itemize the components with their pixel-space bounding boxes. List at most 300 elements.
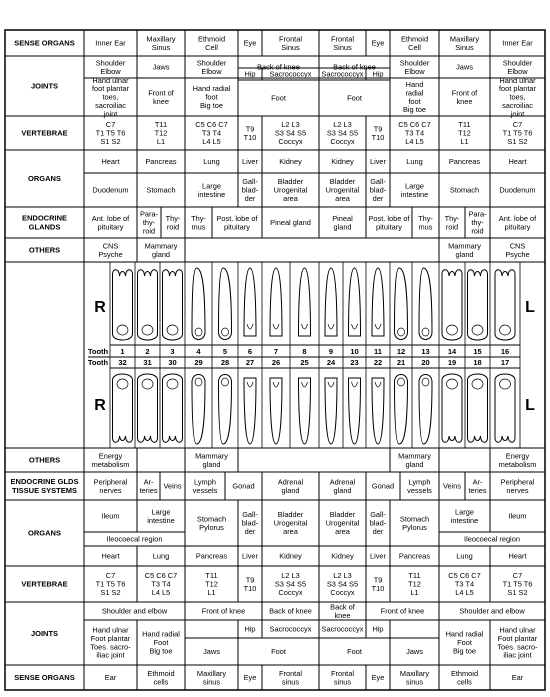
cell-text: Shoulder bbox=[196, 58, 227, 68]
row-label-vertebrae: VERTEBRAE bbox=[21, 128, 68, 138]
cell-text: Hand ulnar bbox=[92, 75, 129, 85]
cell-text: C7 bbox=[512, 571, 523, 581]
cell-text: Pancreas bbox=[398, 551, 431, 561]
cell-text: L1 bbox=[410, 588, 419, 597]
cell-text: Large bbox=[455, 507, 474, 517]
side-label-right-lower: R bbox=[94, 397, 106, 414]
tooth-number-upper: 9 bbox=[328, 347, 334, 356]
cell-text: iliac joint bbox=[503, 650, 532, 660]
tooth-number-lower: 24 bbox=[326, 358, 336, 367]
cell-text: Stomach bbox=[146, 185, 176, 195]
cell-text: Mammary bbox=[195, 451, 228, 461]
cell-text: Lung bbox=[203, 157, 220, 167]
cell-text: T1 T5 T6 bbox=[502, 128, 533, 138]
cell-text: roid bbox=[142, 226, 156, 236]
tooth-number-lower: 20 bbox=[421, 358, 430, 367]
cell-text: Eye bbox=[371, 673, 385, 683]
cell-text: Veins bbox=[442, 481, 462, 491]
incisor-tooth bbox=[349, 378, 361, 444]
cell-text: vessels bbox=[192, 485, 218, 495]
cell-text: Peripheral bbox=[93, 477, 128, 487]
cell-text: foot bbox=[205, 92, 218, 102]
cell-text: sacroiliac bbox=[502, 101, 533, 110]
cell-text: S1 S2 bbox=[507, 588, 528, 597]
cell-text: pituitary bbox=[224, 222, 250, 232]
cell-text: Adrenal bbox=[329, 477, 356, 487]
cell-text: radial bbox=[405, 88, 424, 98]
cell-text: roid bbox=[471, 226, 484, 236]
cell-text: pituitary bbox=[97, 222, 124, 232]
cell-text: S3 S4 S5 bbox=[326, 128, 359, 138]
cell-text: T10 bbox=[243, 583, 257, 593]
cell-text: Thy- bbox=[418, 213, 433, 223]
cell-text: T12 bbox=[458, 128, 471, 138]
cell-text: C5 C6 C7 bbox=[195, 120, 228, 130]
cell-text: Veins bbox=[163, 481, 182, 491]
tooth-number-upper: 8 bbox=[302, 347, 307, 356]
cell-text: Mammary bbox=[398, 451, 431, 461]
cell-text: blad- bbox=[241, 185, 259, 195]
cell-text: T9 bbox=[245, 124, 255, 134]
molar-tooth bbox=[163, 374, 183, 442]
cell-text: toes, bbox=[102, 92, 119, 102]
cell-text: Ant. lobe of bbox=[91, 213, 130, 223]
cell-text: Pineal gland bbox=[270, 218, 311, 228]
cell-text: Jaws bbox=[456, 62, 473, 72]
cell-text: foot bbox=[408, 96, 421, 106]
cell-text: S1 S2 bbox=[507, 137, 528, 146]
cell-text: T12 bbox=[205, 579, 218, 589]
cell-text: sinus bbox=[333, 677, 352, 687]
cell-text: Heart bbox=[101, 157, 120, 167]
cell-text: C7 bbox=[105, 120, 116, 130]
cell-text: Coccyx bbox=[278, 137, 303, 146]
cell-text: sinus bbox=[202, 677, 221, 687]
incisor-tooth bbox=[299, 268, 311, 336]
cell-text: T11 bbox=[154, 120, 168, 130]
cell-text: Elbow bbox=[100, 66, 121, 76]
cell-text: Elbow bbox=[507, 66, 528, 76]
cell-text: Shoulder and elbow bbox=[459, 606, 525, 616]
cell-text: toes, bbox=[509, 92, 526, 102]
cell-text: Shoulder bbox=[95, 58, 126, 68]
tooth-number-upper: 15 bbox=[473, 347, 482, 356]
cell-text: Lymph bbox=[408, 477, 431, 487]
cell-text: Jaws bbox=[406, 647, 423, 657]
tooth-number-upper: 14 bbox=[447, 347, 457, 356]
cell-text: Frontal bbox=[330, 668, 355, 678]
cell-text: Liver bbox=[369, 551, 387, 561]
cell-text: Gall- bbox=[242, 510, 258, 520]
cell-text: blad- bbox=[369, 518, 387, 528]
side-label-right-upper: R bbox=[94, 299, 106, 316]
cell-text: L2 L3 bbox=[281, 571, 300, 581]
row-label-tissue: TISSUE SYSTEMS bbox=[11, 486, 78, 496]
cell-text: Large bbox=[202, 181, 221, 191]
tooth-number-lower: 31 bbox=[143, 358, 152, 367]
cell-text: Heart bbox=[508, 157, 527, 167]
cell-text: Hand radial bbox=[445, 629, 484, 639]
cell-text: Hand bbox=[405, 80, 424, 89]
cell-text: CNS bbox=[102, 241, 119, 251]
cell-text: Sinus bbox=[455, 42, 474, 52]
cell-text: Pancreas bbox=[145, 157, 177, 167]
tooth-number-upper: 11 bbox=[374, 347, 382, 356]
molar-tooth bbox=[495, 270, 515, 340]
cell-text: Toes. sacro- bbox=[497, 642, 538, 652]
cell-text: T11 bbox=[408, 571, 421, 581]
cell-text: Urogenital bbox=[273, 185, 308, 195]
cell-text: Ileum bbox=[101, 511, 120, 521]
cell-text: Heart bbox=[101, 551, 120, 561]
cell-text: gland bbox=[333, 485, 352, 495]
cell-text: Urogenital bbox=[325, 518, 360, 528]
cell-text: pituitary bbox=[504, 222, 531, 232]
cell-text: nerves bbox=[99, 485, 122, 495]
cell-text: Bladder bbox=[329, 177, 356, 187]
row-label-endocrine: GLANDS bbox=[28, 222, 61, 232]
cell-text: Gonad bbox=[371, 481, 395, 491]
cell-text: gland bbox=[202, 459, 221, 469]
incisor-tooth bbox=[349, 268, 361, 336]
cell-text: Jaws bbox=[203, 647, 220, 657]
cell-text: Mammary bbox=[448, 241, 481, 251]
cell-text: gland bbox=[455, 249, 474, 259]
cell-text: Gall- bbox=[242, 177, 258, 187]
row-label-vertebrae2: VERTEBRAE bbox=[21, 579, 68, 589]
cell-text: Heart bbox=[508, 551, 527, 561]
cell-text: Frontal bbox=[278, 668, 303, 678]
molar-tooth bbox=[442, 270, 462, 340]
cell-text: Energy bbox=[505, 451, 530, 461]
cell-text: Hand radial bbox=[142, 629, 180, 639]
cell-text: Ethmoid bbox=[197, 34, 226, 44]
cell-text: Lung bbox=[456, 551, 473, 561]
cell-text: Ant. lobe of bbox=[498, 213, 537, 223]
cell-text: T1 T5 T6 bbox=[95, 579, 126, 589]
cell-text: foot plantar bbox=[499, 84, 536, 94]
premolar-tooth bbox=[192, 375, 205, 445]
tooth-number-lower: 18 bbox=[473, 358, 482, 367]
cell-text: roid bbox=[166, 222, 180, 232]
cell-text: Sacrococcyx bbox=[321, 624, 364, 634]
cell-text: L4 L5 bbox=[455, 588, 474, 597]
cell-text: Pancreas bbox=[448, 157, 481, 167]
cell-text: C5 C6 C7 bbox=[398, 120, 431, 130]
cell-text: Ethmoid bbox=[400, 34, 429, 44]
cell-text: T11 bbox=[205, 571, 218, 581]
cell-text: gland bbox=[281, 485, 300, 495]
row-label-joints: JOINTS bbox=[30, 81, 59, 91]
cell-text: T10 bbox=[371, 132, 385, 142]
tooth-number-lower: 23 bbox=[350, 358, 359, 367]
cell-text: Ar- bbox=[472, 477, 483, 487]
cell-text: C5 C6 C7 bbox=[144, 571, 178, 581]
cell-text: cells bbox=[153, 677, 169, 687]
cell-text: Ear bbox=[104, 673, 117, 683]
cell-text: Energy bbox=[98, 451, 123, 461]
incisor-tooth bbox=[325, 268, 337, 336]
cell-text: Ar- bbox=[143, 477, 154, 487]
cell-text: Thy- bbox=[191, 213, 206, 223]
tooth-number-lower: 25 bbox=[300, 358, 309, 367]
cell-text: blad- bbox=[369, 185, 387, 195]
cell-text: S3 S4 S5 bbox=[274, 579, 307, 589]
molar-tooth bbox=[113, 270, 133, 340]
tooth-number-lower: 27 bbox=[245, 358, 255, 367]
cell-text: T1 T5 T6 bbox=[95, 128, 126, 138]
tooth-number-upper: 2 bbox=[145, 347, 150, 356]
tooth-number-upper: 12 bbox=[396, 347, 406, 356]
molar-tooth bbox=[495, 374, 515, 442]
cell-text: T3 T4 bbox=[151, 579, 171, 589]
cell-text: Sinus bbox=[281, 42, 300, 52]
row-label-tissue: ENDOCRINE GLDS bbox=[10, 477, 79, 487]
cell-text: Thy- bbox=[444, 213, 460, 223]
tooth-number-upper: 7 bbox=[273, 347, 279, 356]
cell-text: Post. lobe of bbox=[368, 213, 410, 223]
cell-text: Ileocoecal region bbox=[106, 534, 163, 544]
cell-text: gland bbox=[333, 222, 352, 232]
cell-text: Para- bbox=[139, 209, 159, 219]
tooth-number-upper: 5 bbox=[222, 347, 228, 356]
cell-text: metabolism bbox=[91, 459, 130, 469]
cell-text: metabolism bbox=[498, 459, 537, 469]
tooth-number-lower: 17 bbox=[500, 358, 510, 367]
cell-text: Sinus bbox=[151, 42, 171, 52]
cell-text: joint bbox=[103, 109, 118, 119]
molar-tooth bbox=[138, 270, 158, 340]
cell-text: sinus bbox=[405, 677, 424, 687]
tooth-number-lower: 28 bbox=[220, 358, 230, 367]
cell-text: Bladder bbox=[277, 177, 304, 187]
cell-text: teries bbox=[139, 485, 158, 495]
cell-text: Post. lobe of bbox=[216, 213, 258, 223]
cell-text: Pancreas bbox=[195, 551, 228, 561]
cell-text: Big toe bbox=[199, 101, 224, 110]
cell-text: Liver bbox=[241, 157, 259, 167]
cell-text: Hip bbox=[372, 69, 384, 79]
cell-text: area bbox=[283, 194, 298, 203]
cell-text: Lung bbox=[406, 157, 423, 167]
cell-text: S3 S4 S5 bbox=[326, 579, 359, 589]
cell-text: Para- bbox=[468, 209, 487, 219]
cell-text: iliac joint bbox=[96, 650, 125, 660]
cell-text: der bbox=[244, 527, 256, 536]
cell-text: intestine bbox=[450, 515, 479, 525]
incisor-tooth bbox=[270, 268, 282, 336]
cell-text: Thy- bbox=[165, 213, 181, 223]
cell-text: Large bbox=[151, 507, 171, 517]
cell-text: cells bbox=[457, 677, 472, 687]
cell-text: Liver bbox=[241, 551, 259, 561]
cell-text: Elbow bbox=[404, 66, 425, 76]
cell-text: Adrenal bbox=[277, 477, 304, 487]
cell-text: knee bbox=[152, 96, 170, 106]
cell-text: L4 L5 bbox=[202, 137, 221, 146]
row-label-others: OTHERS bbox=[28, 245, 61, 255]
cell-text: Ethmoid bbox=[147, 668, 175, 678]
cell-text: Bladder bbox=[329, 510, 356, 520]
cell-text: Sacrococcyx bbox=[321, 69, 364, 79]
cell-text: gland bbox=[151, 249, 171, 259]
cell-text: L1 bbox=[207, 588, 216, 597]
cell-text: Shoulder bbox=[399, 58, 430, 68]
tooth-number-lower: 30 bbox=[168, 358, 177, 367]
cell-text: Foot bbox=[347, 647, 362, 657]
cell-text: Elbow bbox=[201, 66, 222, 76]
tooth-number-upper: 4 bbox=[196, 347, 201, 356]
incisor-tooth bbox=[372, 378, 384, 444]
tooth-number-lower: 32 bbox=[118, 358, 127, 367]
cell-text: Gall- bbox=[370, 510, 386, 520]
cell-text: Stomach bbox=[399, 514, 430, 524]
cell-text: T3 T4 bbox=[404, 128, 425, 138]
cell-text: T12 bbox=[154, 128, 168, 138]
cell-text: CNS bbox=[509, 241, 526, 251]
cell-text: S3 S4 S5 bbox=[274, 128, 307, 138]
cell-text: Cell bbox=[408, 42, 421, 52]
cell-text: Foot plantar bbox=[497, 633, 538, 643]
cell-text: Peripheral bbox=[500, 477, 535, 487]
cell-text: Foot bbox=[271, 93, 286, 103]
incisor-tooth bbox=[270, 378, 282, 444]
cell-text: Pineal bbox=[332, 213, 353, 223]
cell-text: Pylorus bbox=[402, 522, 427, 532]
cell-text: mus bbox=[191, 222, 206, 232]
cell-text: area bbox=[283, 527, 298, 536]
cell-text: knee bbox=[334, 610, 351, 620]
premolar-tooth bbox=[192, 268, 205, 340]
cell-text: Pylorus bbox=[199, 522, 224, 532]
cell-text: C7 bbox=[105, 571, 116, 581]
cell-text: Foot plantar bbox=[90, 633, 131, 643]
tooth-label-lower: Tooth bbox=[87, 358, 109, 367]
cell-text: Kidney bbox=[279, 157, 302, 167]
molar-tooth bbox=[113, 374, 133, 442]
tooth-number-upper: 16 bbox=[500, 347, 510, 356]
cell-text: Coccyx bbox=[278, 588, 303, 597]
cell-text: Front of knee bbox=[380, 606, 425, 616]
cell-text: Inner Ear bbox=[95, 38, 126, 48]
cell-text: Maxillary bbox=[146, 34, 176, 44]
cell-text: L4 L5 bbox=[151, 588, 171, 597]
cell-text: Eye bbox=[243, 673, 257, 683]
cell-text: Maxillary bbox=[196, 668, 227, 678]
cell-text: Big toe bbox=[452, 646, 477, 656]
row-label-sense: SENSE ORGANS bbox=[14, 38, 75, 48]
cell-text: Foot bbox=[347, 93, 362, 103]
cell-text: der bbox=[372, 527, 384, 536]
molar-tooth bbox=[468, 374, 488, 442]
cell-text: Jaws bbox=[152, 62, 170, 72]
cell-text: Lung bbox=[152, 551, 170, 561]
cell-text: C7 bbox=[512, 120, 523, 130]
cell-text: Urogenital bbox=[325, 185, 360, 195]
tooth-number-lower: 29 bbox=[194, 358, 203, 367]
teeth-drawings bbox=[113, 268, 516, 444]
cell-text: Hand ulnar bbox=[92, 625, 129, 635]
cell-text: intestine bbox=[147, 515, 175, 525]
tooth-number-upper: 13 bbox=[421, 347, 430, 356]
row-label-joints2: JOINTS bbox=[30, 629, 59, 639]
side-label-left-lower: L bbox=[525, 397, 535, 414]
row-label-others2: OTHERS bbox=[28, 455, 61, 465]
cell-text: gland bbox=[405, 459, 424, 469]
cell-text: T9 bbox=[245, 575, 255, 585]
premolar-tooth bbox=[219, 268, 232, 340]
premolar-tooth bbox=[395, 375, 408, 445]
cell-text: Eye bbox=[371, 38, 385, 48]
cell-text: thy- bbox=[471, 218, 484, 228]
tooth-number-upper: 6 bbox=[247, 347, 253, 356]
cell-text: sacroiliac bbox=[95, 101, 126, 110]
cell-text: T9 bbox=[373, 124, 383, 134]
cell-text: Sacrococcyx bbox=[269, 69, 312, 79]
incisor-tooth bbox=[372, 268, 384, 336]
cell-text: Big toe bbox=[149, 646, 173, 656]
cell-text: Front of bbox=[148, 88, 174, 98]
cell-text: L2 L3 bbox=[333, 120, 352, 130]
cell-text: der bbox=[372, 194, 384, 203]
cell-text: thy- bbox=[142, 218, 156, 228]
cell-text: Kidney bbox=[331, 551, 354, 561]
cell-text: Foot bbox=[457, 638, 472, 648]
cell-text: Ear bbox=[511, 673, 524, 683]
cell-text: Coccyx bbox=[330, 588, 355, 597]
cell-text: Front of knee bbox=[201, 606, 246, 616]
cell-text: roid bbox=[445, 222, 459, 232]
cell-text: Stomach bbox=[449, 185, 480, 195]
incisor-tooth bbox=[244, 268, 256, 336]
cell-text: Bladder bbox=[277, 510, 304, 520]
molar-tooth bbox=[468, 270, 488, 340]
cell-text: Mammary bbox=[144, 241, 178, 251]
cell-text: Liver bbox=[369, 157, 387, 167]
row-label-endocrine: ENDOCRINE bbox=[21, 213, 68, 223]
cell-text: S1 S2 bbox=[100, 588, 121, 597]
cell-text: Back of bbox=[330, 602, 355, 612]
cell-text: nerves bbox=[506, 485, 529, 495]
cell-text: Psyche bbox=[98, 249, 123, 259]
row-label-organs: ORGANS bbox=[28, 174, 61, 184]
cell-text: Back of knee bbox=[257, 62, 300, 72]
teeth-section bbox=[88, 268, 535, 444]
cell-text: Duodenum bbox=[92, 185, 129, 195]
cell-text: T10 bbox=[371, 583, 385, 593]
premolar-tooth bbox=[419, 268, 432, 340]
premolar-tooth bbox=[395, 268, 408, 340]
cell-text: Sinus bbox=[333, 42, 352, 52]
cell-text: T3 T4 bbox=[201, 128, 222, 138]
cell-text: Ileocoecal region bbox=[464, 534, 520, 544]
cell-text: Kidney bbox=[279, 551, 302, 561]
tooth-number-upper: 10 bbox=[350, 347, 359, 356]
cell-text: mus bbox=[418, 222, 433, 232]
cell-text: Back of knee bbox=[333, 62, 376, 72]
cell-text: der bbox=[244, 194, 256, 203]
tooth-number-lower: 22 bbox=[373, 358, 383, 367]
cell-text: Big toe bbox=[402, 105, 427, 115]
cell-text: Sacrococcyx bbox=[269, 624, 312, 634]
cell-text: T11 bbox=[458, 120, 471, 130]
row-label-sense2: SENSE ORGANS bbox=[14, 673, 75, 683]
side-label-left-upper: L bbox=[525, 299, 535, 316]
premolar-tooth bbox=[419, 375, 432, 445]
cell-text: Back of knee bbox=[269, 606, 312, 616]
cell-text: Hand ulnar bbox=[499, 625, 536, 635]
cell-text: Kidney bbox=[331, 157, 354, 167]
